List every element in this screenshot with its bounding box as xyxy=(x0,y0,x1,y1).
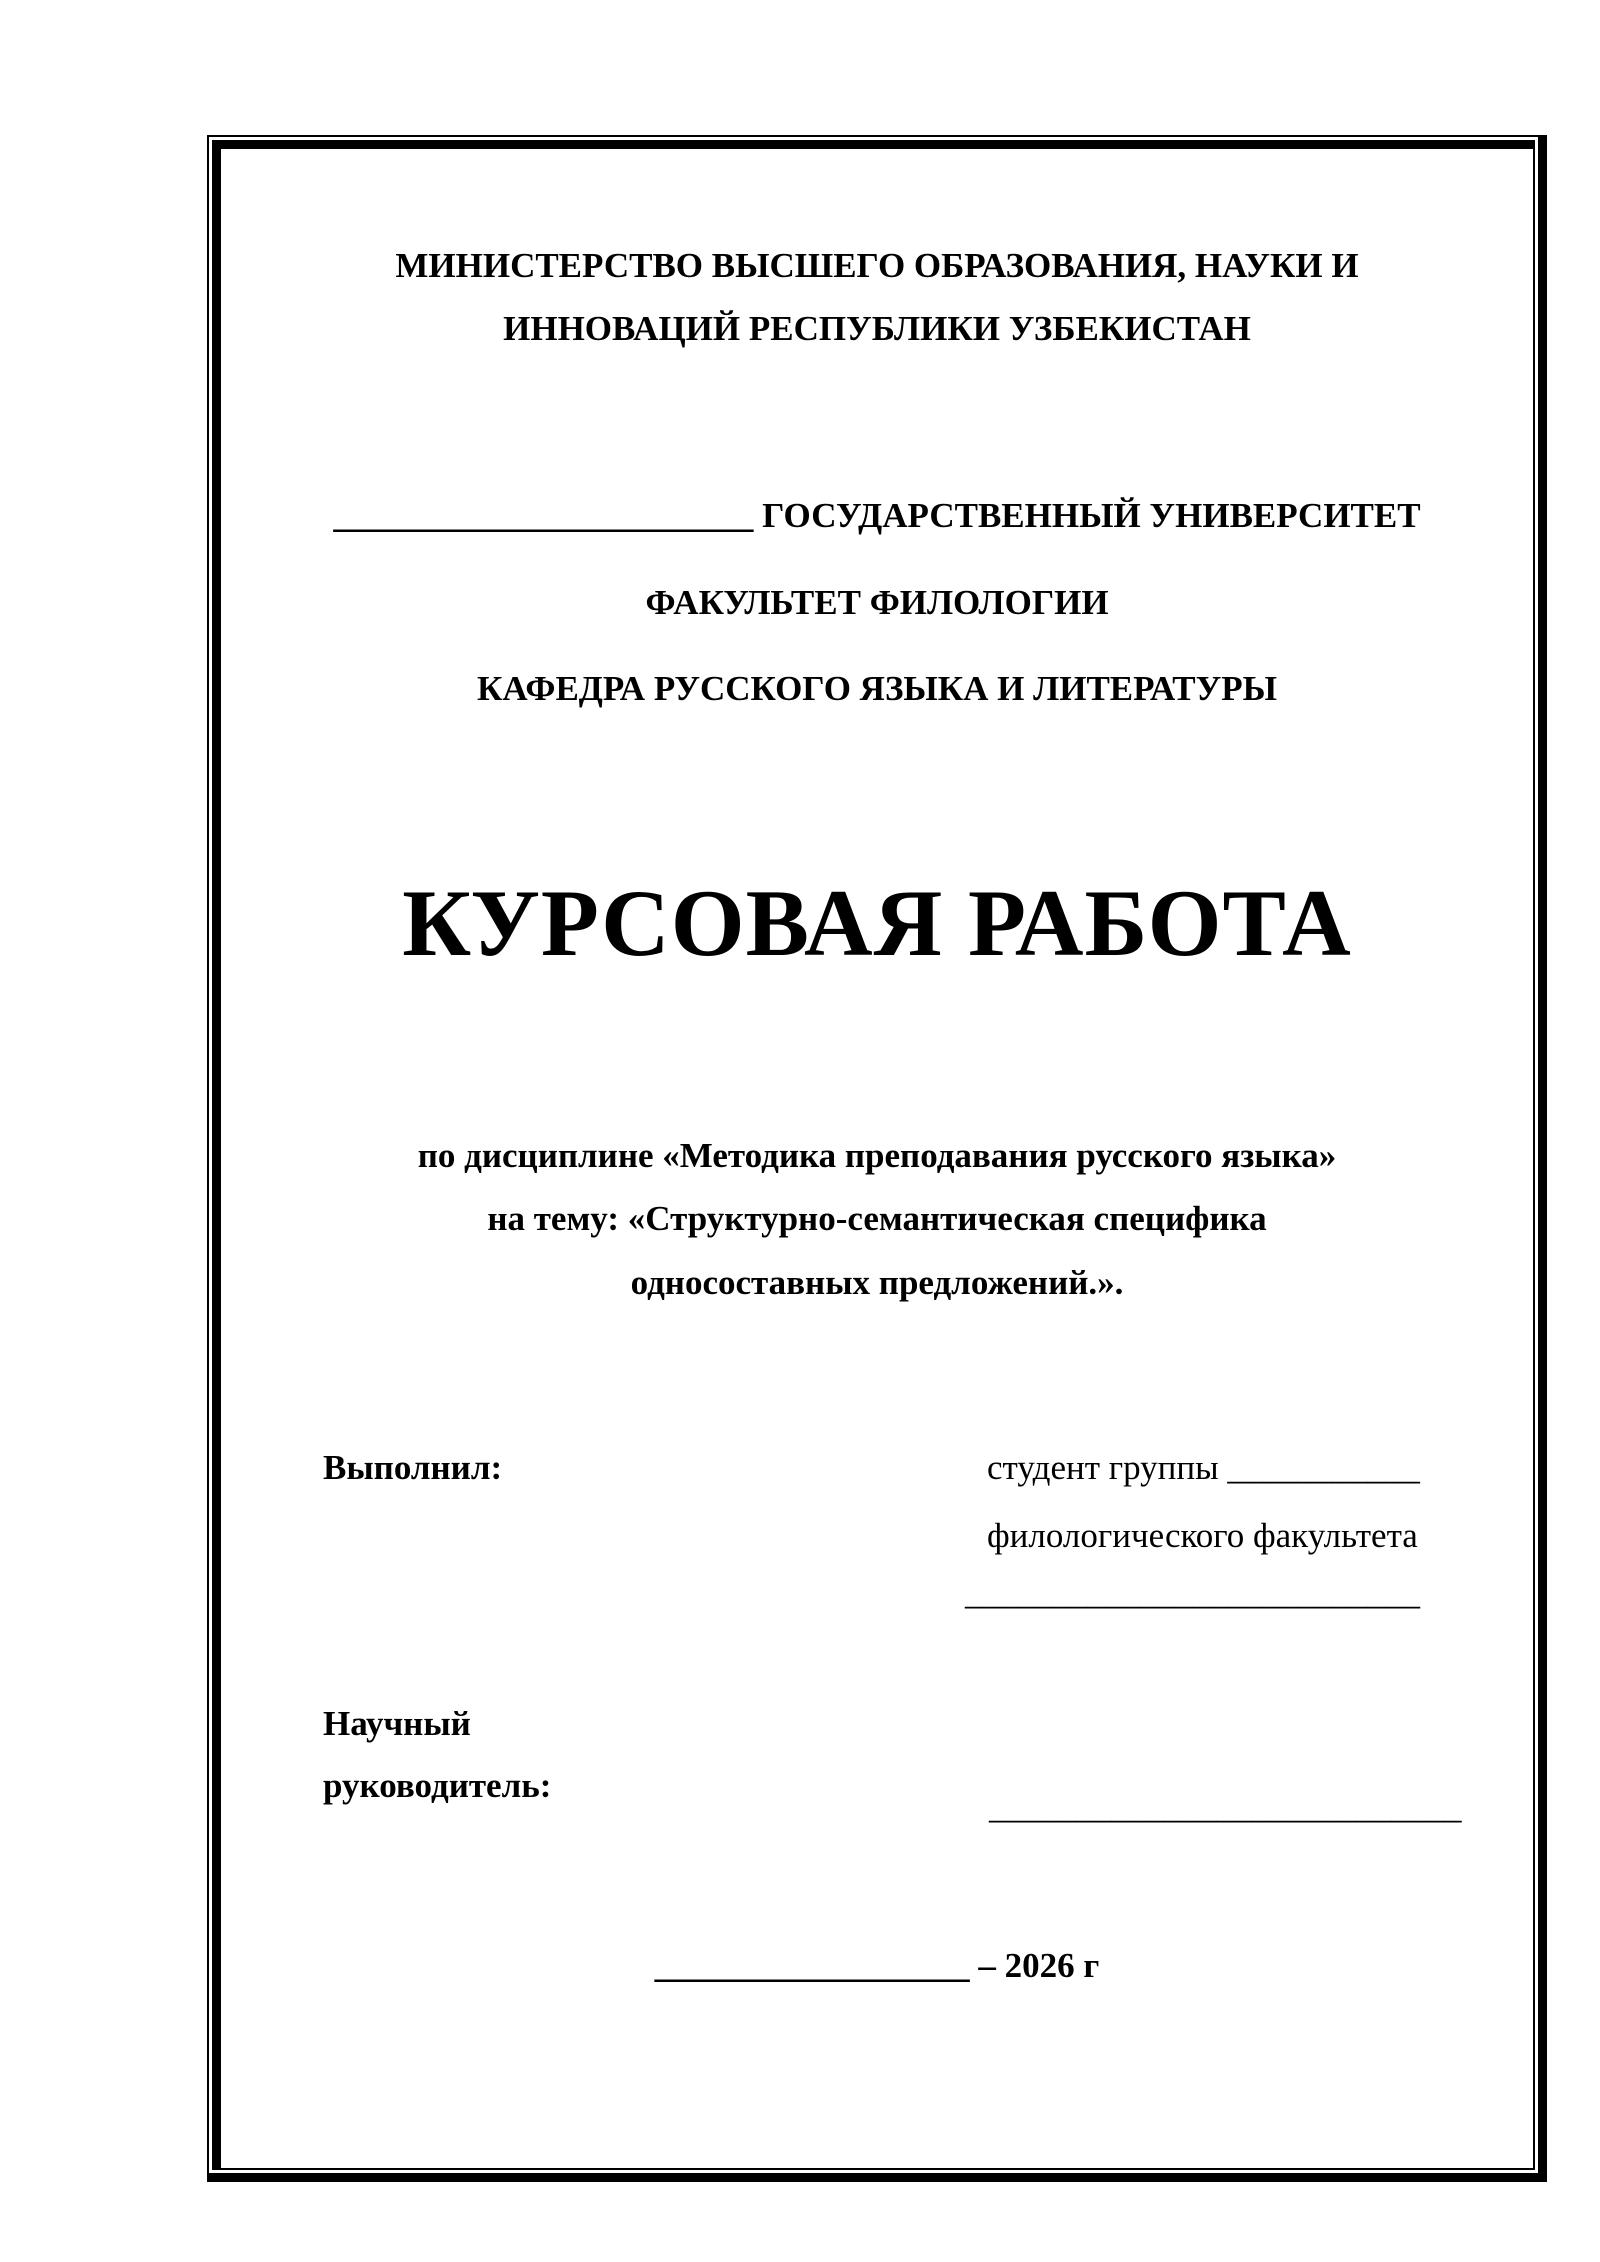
performer-label: Выполнил: xyxy=(323,1448,503,1487)
footer-city-year-line: __________________ – 2026 г xyxy=(654,1946,1100,1985)
title-page-content xyxy=(207,135,1547,2182)
ministry-line-2: ИННОВАЦИЙ РЕСПУБЛИКИ УЗБЕКИСТАН xyxy=(503,309,1251,348)
performer-faculty-line: филологического факультета xyxy=(987,1516,1418,1555)
discipline-line: по дисциплине «Методика преподавания русского языка» xyxy=(417,1136,1337,1175)
topic-line-1: на тему: «Структурно-семантическая специфика xyxy=(487,1199,1267,1238)
topic-line-2: односоставных предложений.». xyxy=(630,1263,1124,1302)
performer-signature-blank: __________________________ xyxy=(965,1573,1420,1612)
university-line: ________________________ ГОСУДАРСТВЕННЫЙ УНИВЕРСИТЕТ xyxy=(333,496,1421,535)
ministry-line-1: МИНИСТЕРСТВО ВЫСШЕГО ОБРАЗОВАНИЯ, НАУКИ И xyxy=(395,246,1359,285)
faculty-line: ФАКУЛЬТЕТ ФИЛОЛОГИИ xyxy=(645,583,1109,622)
performer-student-group-line: студент группы ___________ xyxy=(987,1448,1420,1487)
supervisor-signature-blank: ___________________________ xyxy=(989,1787,1462,1826)
work-title: КУРСОВАЯ РАБОТА xyxy=(402,870,1352,976)
supervisor-label-line-2: руководитель: xyxy=(323,1766,552,1805)
department-line: КАФЕДРА РУССКОГО ЯЗЫКА И ЛИТЕРАТУРЫ xyxy=(476,669,1278,708)
supervisor-label-line-1: Научный xyxy=(323,1704,471,1743)
